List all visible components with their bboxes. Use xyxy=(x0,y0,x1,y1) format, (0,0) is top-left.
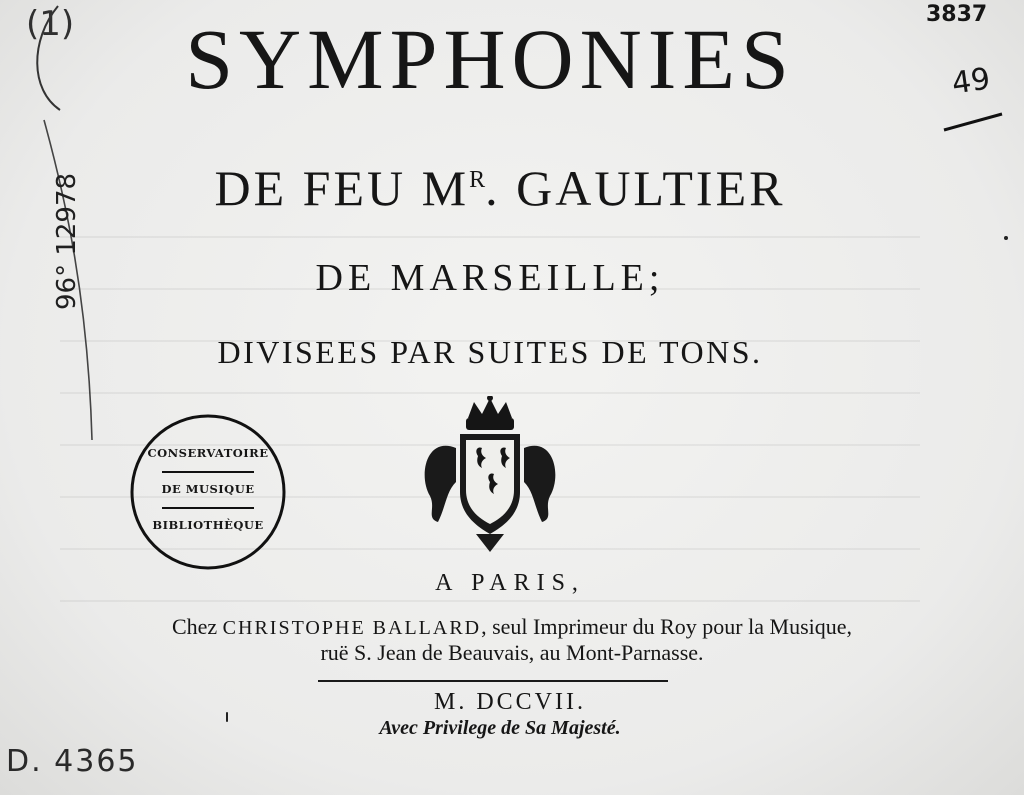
title-line-4: DIVISEES PAR SUITES DE TONS. xyxy=(217,334,763,370)
imprint-printer xyxy=(60,614,964,640)
stamp-line-1: CONSERVATOIRE xyxy=(147,446,269,460)
shelfmark-number: 3837 xyxy=(926,2,988,27)
handwritten-side-inventory: 96° 12978 xyxy=(52,172,82,310)
printer-prefix: Chez xyxy=(171,614,223,639)
handwritten-underline xyxy=(940,100,1010,140)
imprint-place: A PARIS, xyxy=(435,570,585,596)
title-line-2-end: . GAULTIER xyxy=(485,160,786,216)
handwritten-shelfmark: D. 4365 xyxy=(6,744,139,779)
library-stamp xyxy=(128,412,288,572)
title-line-1: SYMPHONIES xyxy=(185,11,795,107)
title-line-2-superscript: R xyxy=(469,167,486,193)
printer-name: CHRISTOPHE BALLARD xyxy=(222,617,482,639)
stamp-line-2: DE MUSIQUE xyxy=(161,482,255,496)
handwritten-corner-mark: (1) xyxy=(26,4,75,44)
imprint-year: M. DCCVII. xyxy=(433,689,586,715)
handwritten-volume-number: 49 xyxy=(949,61,993,102)
stamp-line-3: BIBLIOTHÈQUE xyxy=(152,518,264,532)
royal-privilege: Avec Privilege de Sa Majesté. xyxy=(379,717,621,739)
imprint-address: ruë S. Jean de Beauvais, au Mont-Parnasse. xyxy=(320,640,704,665)
title-line-3: DE MARSEILLE; xyxy=(315,257,665,299)
printer-suffix: , seul Imprimeur du Roy pour la Musique, xyxy=(481,614,853,639)
horizontal-rule xyxy=(318,680,668,682)
royal-arms-emblem xyxy=(416,396,564,554)
title-line-2 xyxy=(130,160,870,216)
ink-speck xyxy=(1004,236,1008,240)
ink-speck xyxy=(226,712,228,722)
title-line-2-start: DE FEU M xyxy=(214,160,470,216)
